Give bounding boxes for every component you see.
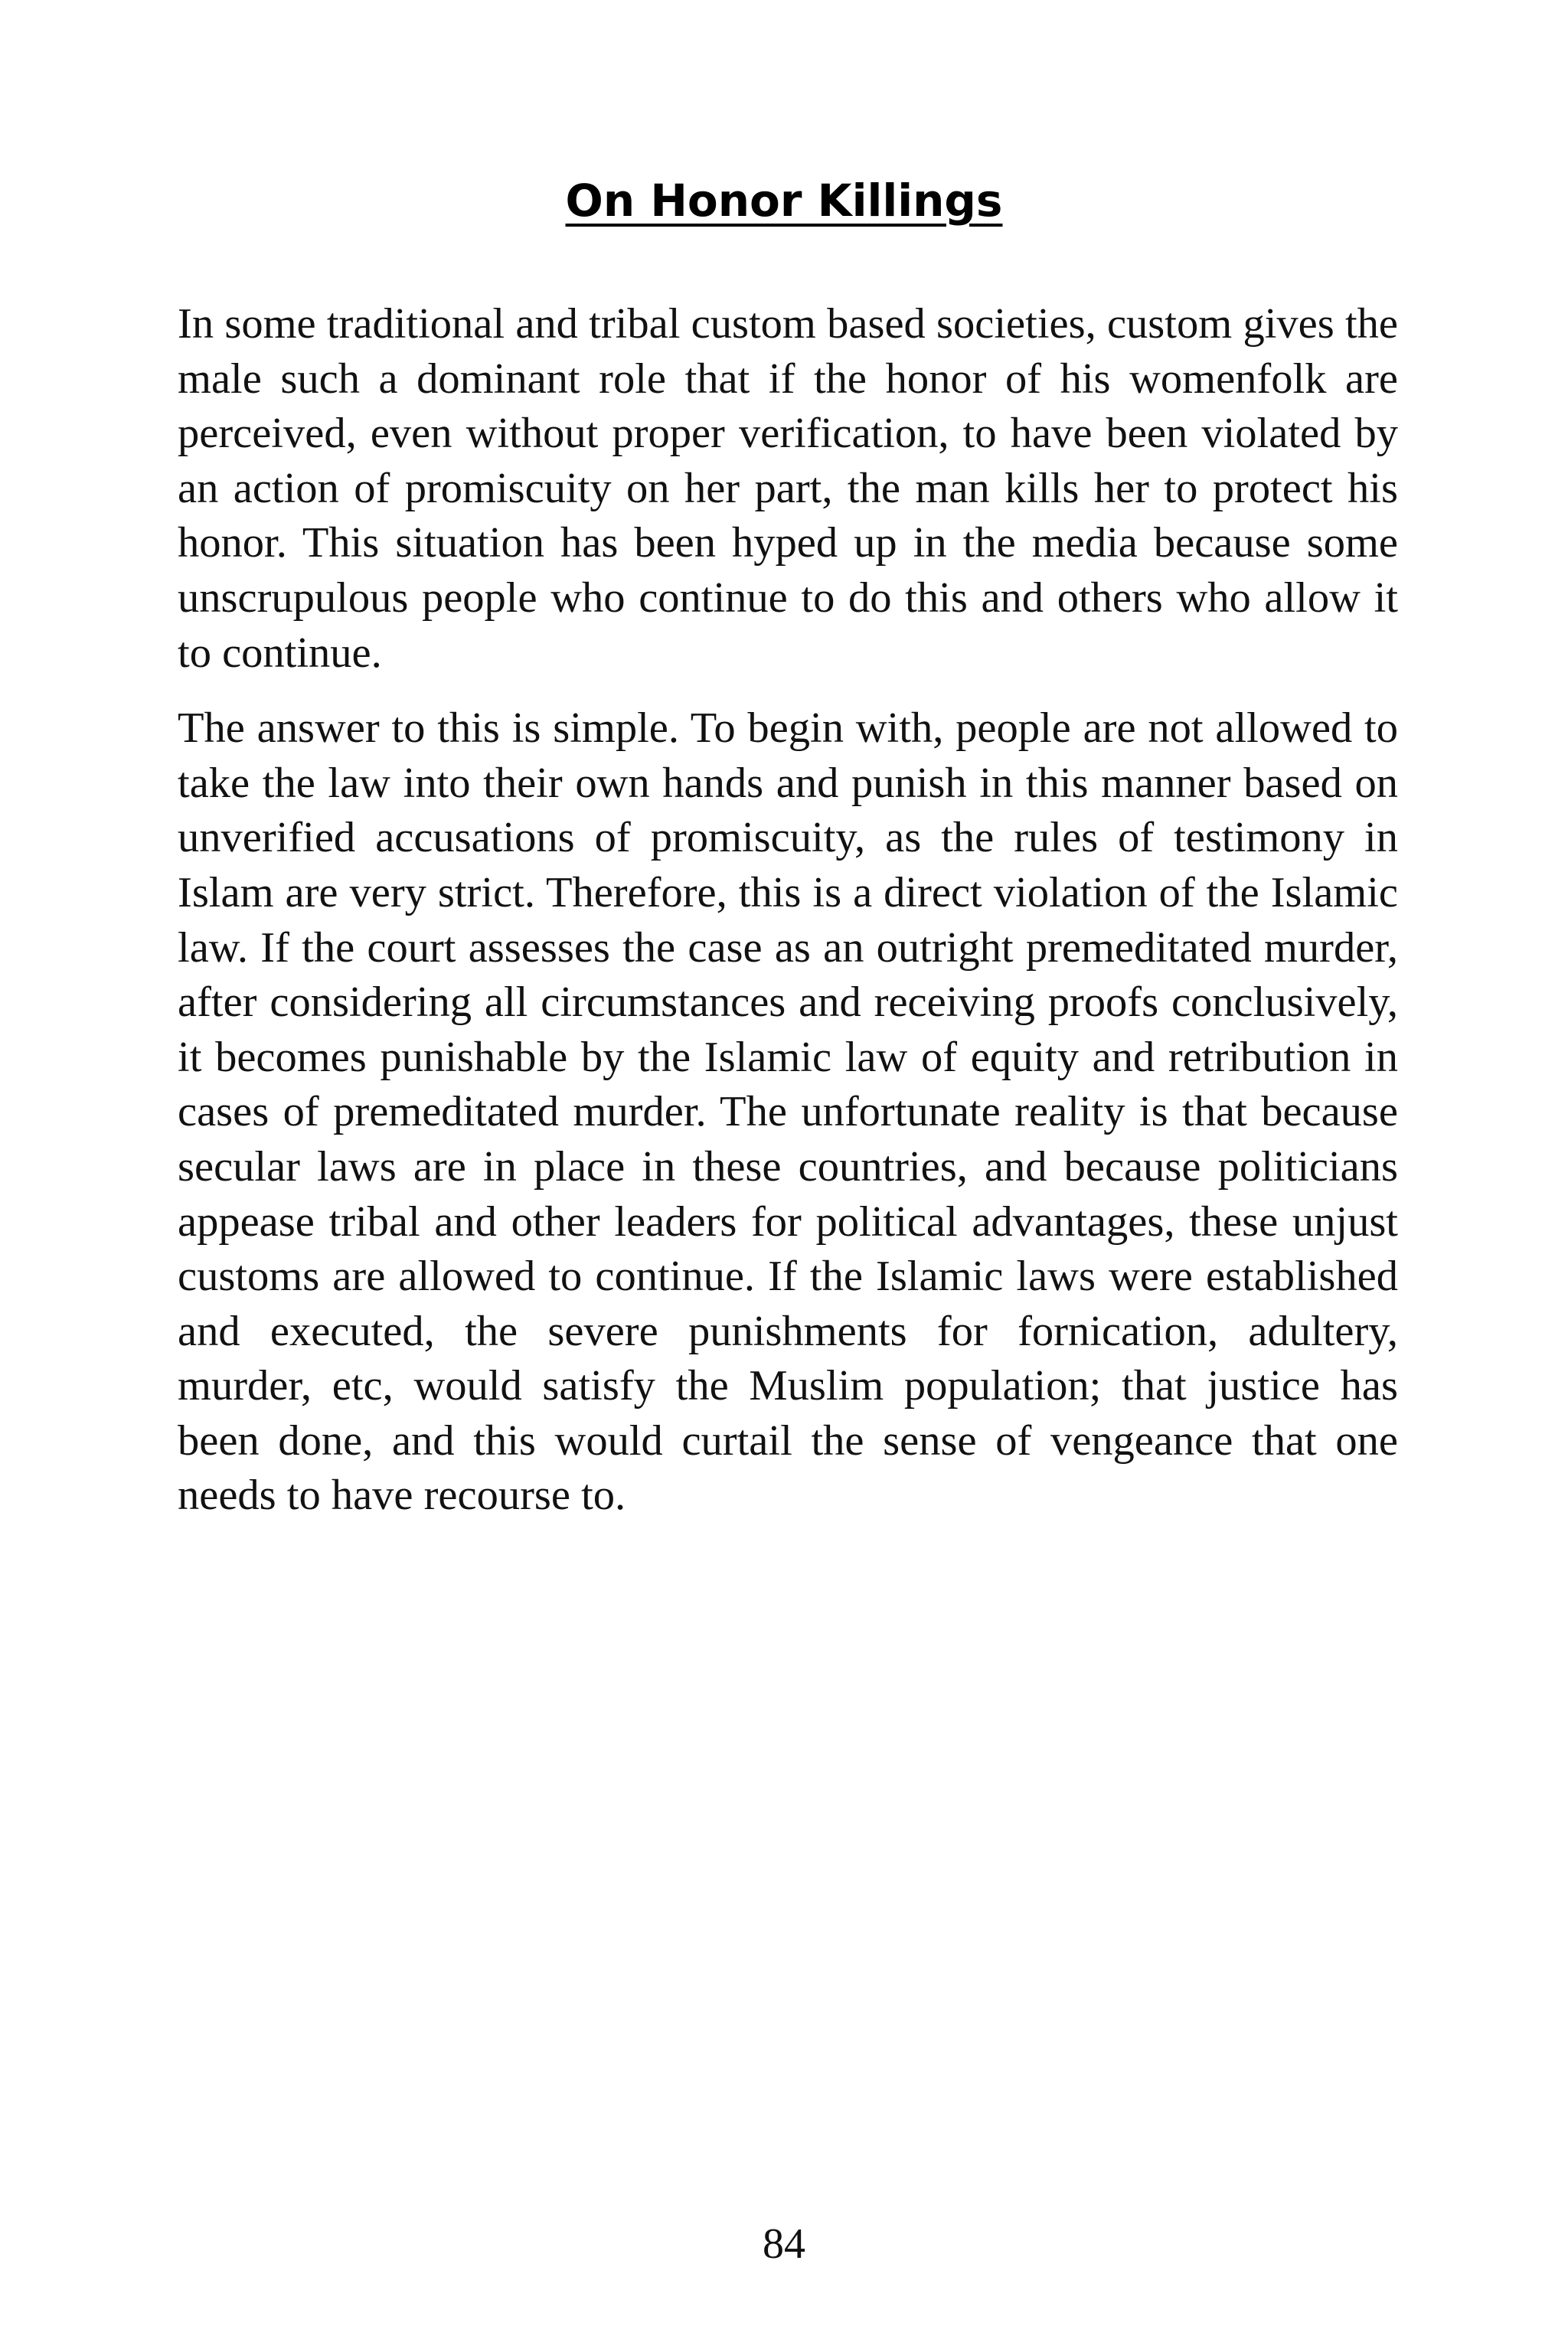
page-number: 84	[763, 2220, 805, 2268]
page-title	[0, 170, 1568, 231]
body-text	[178, 297, 1398, 1544]
paragraph-1: In some traditional and tribal custom based societies, custom gives the male such a dominant role that if the honor of his womenfolk are perceived, even without proper verification, to have been violated by an action of promiscuity on her part, the man kills her to protect his honor. This situation has been hyped up in the media because some unscrupulous people who continue to do this and others who allow it to continue.	[178, 300, 1398, 677]
page-title-text: On Honor Killings	[565, 175, 1003, 227]
paragraph-2: The answer to this is simple. To begin with, people are not allowed to take the law into their own hands and punish in this manner based on unverified accusations of promiscuity, as the rules of testimony in Islam are very strict. Therefore, this is a direct violation of the Islamic law. If the court assesses the case as an outright premeditated murder, after considering all circumstances and receiving proofs conclusively, it becomes punishable by the Islamic law of equity and retribution in cases of premeditated murder. The unfortunate reality is that because secular laws are in place in these countries, and because politicians appease tribal and other leaders for political advantages, these unjust customs are allowed to continue. If the Islamic laws were established and executed, the severe punishments for fornication, adultery, murder, etc, would satisfy the Muslim population; that justice has been done, and this would curtail the sense of vengeance that one needs to have recourse to.	[178, 704, 1398, 1520]
